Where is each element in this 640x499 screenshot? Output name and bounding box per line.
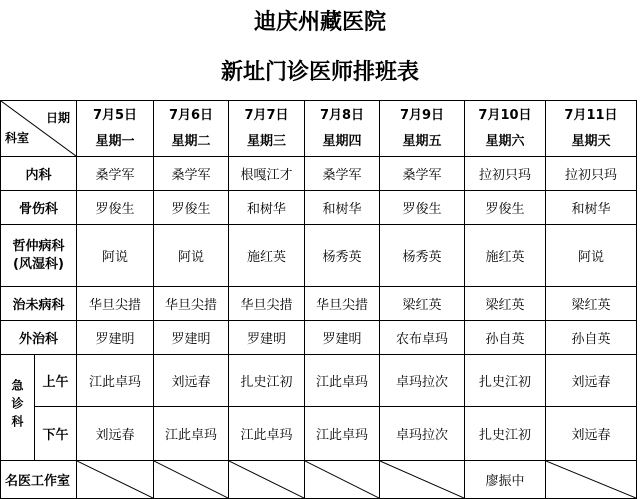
header-date: 7月7日 <box>244 107 289 123</box>
header-weekday: 星期四 <box>322 133 362 149</box>
row-preventive <box>1 287 637 321</box>
doctor-cell: 江此卓玛 <box>154 407 229 461</box>
dept-name-line: 哲仲病科 <box>12 238 65 254</box>
doctor-cell: 江此卓玛 <box>305 355 380 407</box>
doctor-cell: 江此卓玛 <box>77 355 154 407</box>
doctor-cell: 孙自英 <box>465 321 546 355</box>
dept-name: 骨伤科 <box>1 191 77 225</box>
empty-slot <box>305 461 380 499</box>
doctor-cell: 罗俊生 <box>380 191 465 225</box>
header-date: 7月8日 <box>319 107 365 123</box>
dept-name-line: (风湿科) <box>13 256 64 272</box>
header-weekday: 星期一 <box>95 133 135 149</box>
doctor-cell: 和树华 <box>546 191 637 225</box>
row-orthopedic <box>1 191 637 225</box>
doctor-cell: 扎史江初 <box>465 355 546 407</box>
header-day <box>305 101 380 157</box>
row-external <box>1 321 637 355</box>
row-internal <box>1 157 637 191</box>
doctor-cell: 刘远春 <box>154 355 229 407</box>
doctor-cell: 拉初只玛 <box>465 157 546 191</box>
corner-date-label: 日期 <box>45 111 70 125</box>
dept-name: 内科 <box>1 157 77 191</box>
doctor-cell: 罗俊生 <box>154 191 229 225</box>
empty-slot <box>154 461 229 499</box>
diagonal-line <box>380 461 464 498</box>
doctor-cell: 扎史江初 <box>465 407 546 461</box>
doctor-cell: 桑学军 <box>77 157 154 191</box>
dept-name <box>1 225 77 287</box>
dept-name: 治未病科 <box>1 287 77 321</box>
doctor-cell: 桑学军 <box>380 157 465 191</box>
emergency-label: 急诊科 <box>10 378 24 433</box>
header-day <box>229 101 305 157</box>
header-date: 7月6日 <box>168 107 214 123</box>
header-date: 7月9日 <box>399 107 445 123</box>
corner-dept-label: 科室 <box>5 131 30 145</box>
header-date: 7月5日 <box>92 107 138 123</box>
header-day <box>546 101 637 157</box>
doctor-cell: 梁红英 <box>465 287 546 321</box>
doctor-cell: 罗建明 <box>229 321 305 355</box>
doctor-cell: 梁红英 <box>546 287 637 321</box>
doctor-cell: 罗俊生 <box>77 191 154 225</box>
row-emergency-pm <box>1 407 637 461</box>
doctor-cell: 施红英 <box>465 225 546 287</box>
row-rheumatology <box>1 225 637 287</box>
schedule-title: 新址门诊医师排班表 <box>220 60 419 85</box>
dept-name-wrap <box>1 238 76 274</box>
doctor-cell: 华旦尖措 <box>154 287 229 321</box>
dept-name: 外治科 <box>1 321 77 355</box>
doctor-cell: 罗俊生 <box>465 191 546 225</box>
diagonal-line <box>546 461 636 498</box>
famous-doctor-cell: 廖振中 <box>465 461 546 499</box>
diagonal-line <box>154 461 228 498</box>
doctor-cell: 江此卓玛 <box>305 407 380 461</box>
doctor-cell: 罗建明 <box>305 321 380 355</box>
diagonal-line <box>77 461 153 498</box>
doctor-cell: 桑学军 <box>305 157 380 191</box>
empty-slot <box>77 461 154 499</box>
header-weekday: 星期天 <box>571 133 611 149</box>
doctor-cell: 卓玛拉次 <box>380 355 465 407</box>
doctor-cell: 杨秀英 <box>380 225 465 287</box>
famous-label: 名医工作室 <box>1 461 77 499</box>
doctor-cell: 桑学军 <box>154 157 229 191</box>
header-date: 7月10日 <box>478 107 532 123</box>
corner-cell <box>1 101 77 157</box>
doctor-cell: 阿说 <box>546 225 637 287</box>
doctor-cell: 刘远春 <box>546 355 637 407</box>
header-weekday: 星期三 <box>246 133 286 149</box>
doctor-cell: 梁红英 <box>380 287 465 321</box>
doctor-cell: 华旦尖措 <box>305 287 380 321</box>
doctor-cell: 扎史江初 <box>229 355 305 407</box>
doctor-cell: 罗建明 <box>154 321 229 355</box>
doctor-cell: 卓玛拉次 <box>380 407 465 461</box>
empty-slot <box>380 461 465 499</box>
row-emergency-am <box>1 355 637 407</box>
doctor-cell: 拉初只玛 <box>546 157 637 191</box>
row-famous <box>1 461 637 499</box>
doctor-cell: 刘远春 <box>546 407 637 461</box>
diagonal-line <box>229 461 304 498</box>
doctor-cell: 杨秀英 <box>305 225 380 287</box>
doctor-cell: 阿说 <box>154 225 229 287</box>
header-day <box>154 101 229 157</box>
header-row <box>1 101 637 157</box>
doctor-cell: 农布卓玛 <box>380 321 465 355</box>
doctor-cell: 和树华 <box>305 191 380 225</box>
header-weekday: 星期五 <box>402 133 442 149</box>
header-weekday: 星期二 <box>171 133 211 149</box>
doctor-cell: 孙自英 <box>546 321 637 355</box>
diagonal-line <box>305 461 379 498</box>
doctor-cell: 阿说 <box>77 225 154 287</box>
empty-slot <box>546 461 637 499</box>
doctor-cell: 华旦尖措 <box>77 287 154 321</box>
afternoon-label: 下午 <box>35 407 77 461</box>
header-date: 7月11日 <box>564 107 618 123</box>
header-day <box>77 101 154 157</box>
morning-label: 上午 <box>35 355 77 407</box>
doctor-cell: 罗建明 <box>77 321 154 355</box>
hospital-title: 迪庆州藏医院 <box>253 10 386 35</box>
emergency-dept <box>1 355 35 461</box>
doctor-cell: 和树华 <box>229 191 305 225</box>
doctor-cell: 江此卓玛 <box>229 407 305 461</box>
doctor-cell: 华旦尖措 <box>229 287 305 321</box>
empty-slot <box>229 461 305 499</box>
doctor-cell: 刘远春 <box>77 407 154 461</box>
header-weekday: 星期六 <box>485 133 525 149</box>
header-day <box>465 101 546 157</box>
schedule-table <box>0 100 637 499</box>
doctor-cell: 根嘎江才 <box>229 157 305 191</box>
header-day <box>380 101 465 157</box>
doctor-cell: 施红英 <box>229 225 305 287</box>
